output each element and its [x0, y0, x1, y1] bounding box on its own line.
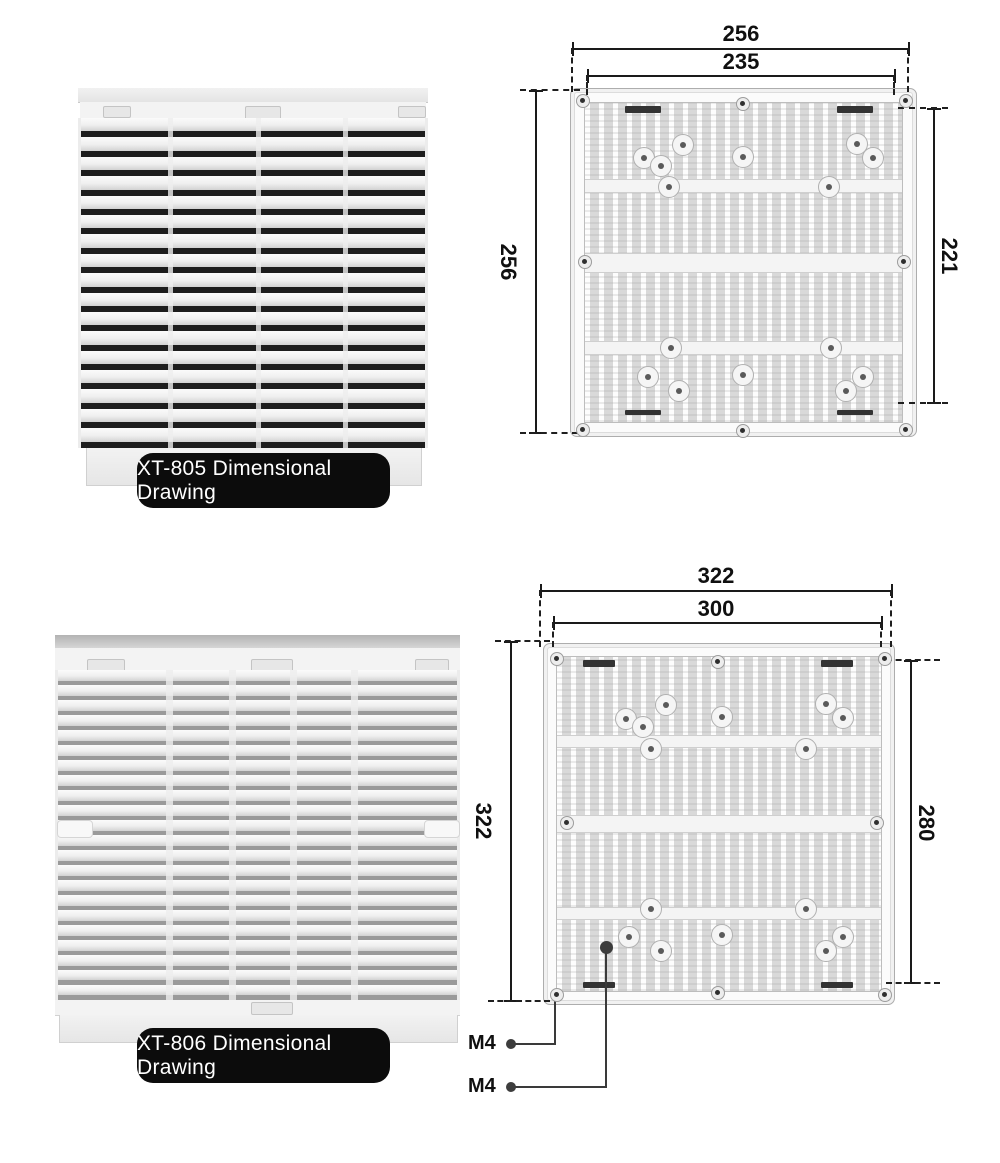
- screw-boss: [640, 738, 662, 760]
- louver-column-divider: [351, 670, 358, 1000]
- louver-row: [81, 428, 425, 447]
- dim-inner-height: 221: [937, 237, 962, 275]
- xt806-louver-grille: [55, 670, 460, 1000]
- louver-column-divider: [343, 118, 348, 448]
- corner-screw: [576, 423, 590, 437]
- m4-leader-line: [605, 952, 607, 1087]
- screw-boss: [650, 940, 672, 962]
- louver-column-divider: [256, 118, 261, 448]
- dimension-line: [933, 108, 935, 404]
- extension-line: [520, 89, 580, 91]
- screw-boss: [832, 926, 854, 948]
- extension-line: [571, 48, 573, 92]
- corner-screw: [550, 652, 564, 666]
- screw-boss: [650, 155, 672, 177]
- extension-line: [520, 432, 578, 434]
- louver-row: [81, 389, 425, 408]
- extension-line: [495, 640, 550, 642]
- edge-screw: [711, 986, 725, 1000]
- corner-screw: [878, 652, 892, 666]
- screw-boss: [732, 364, 754, 386]
- louver-row: [81, 234, 425, 253]
- extension-line: [907, 48, 909, 92]
- screw-boss: [732, 146, 754, 168]
- m4-leader-dot: [506, 1039, 516, 1049]
- screw-boss: [795, 738, 817, 760]
- louver-row: [81, 331, 425, 350]
- m4-label-upper: M4: [468, 1032, 496, 1054]
- louver-column-divider: [168, 118, 173, 448]
- screw-boss: [862, 147, 884, 169]
- louver-row: [81, 137, 425, 156]
- louver-row: [81, 273, 425, 292]
- extension-line: [898, 402, 948, 404]
- edge-screw: [736, 97, 750, 111]
- extension-line: [488, 1000, 550, 1002]
- louver-row: [58, 760, 457, 775]
- louver-row: [58, 910, 457, 925]
- corner-screw: [899, 423, 913, 437]
- edge-screw: [736, 424, 750, 438]
- grid-crossbar: [557, 907, 881, 920]
- louver-row: [58, 820, 457, 835]
- louver-row: [58, 925, 457, 940]
- xt805-louver-grille: [78, 118, 428, 448]
- screw-boss: [660, 337, 682, 359]
- edge-screw: [870, 816, 884, 830]
- edge-screw: [560, 816, 574, 830]
- louver-row: [81, 215, 425, 234]
- xt806-top-bar: [55, 635, 460, 648]
- louver-row: [81, 118, 425, 137]
- dimension-line: [553, 622, 883, 624]
- screw-boss: [640, 898, 662, 920]
- dim-outer-width: 322: [697, 563, 735, 588]
- clip-slot: [837, 410, 873, 415]
- dim-outer-height: 322: [471, 802, 496, 840]
- louver-row: [81, 196, 425, 215]
- extension-line: [893, 75, 895, 95]
- dimension-line: [587, 75, 896, 77]
- screw-boss: [818, 176, 840, 198]
- clip-notch: [398, 106, 426, 118]
- m4-leader-line: [512, 1043, 556, 1045]
- louver-row: [58, 985, 457, 1000]
- clip-slot: [837, 106, 873, 113]
- screw-boss: [618, 926, 640, 948]
- grid-crossbar: [585, 253, 902, 273]
- louver-row: [81, 157, 425, 176]
- screw-boss: [658, 176, 680, 198]
- grid-crossbar: [557, 815, 881, 833]
- louver-row: [58, 715, 457, 730]
- extension-line: [886, 982, 940, 984]
- m4-leader-dot: [506, 1082, 516, 1092]
- louver-row: [58, 865, 457, 880]
- screw-boss: [632, 716, 654, 738]
- screw-boss: [711, 924, 733, 946]
- extension-line: [886, 659, 940, 661]
- louver-row: [58, 895, 457, 910]
- xt805-front-photo: [78, 88, 428, 455]
- louver-row: [58, 775, 457, 790]
- clip-slot: [583, 982, 615, 988]
- louver-column-divider: [166, 670, 173, 1000]
- screw-boss: [668, 380, 690, 402]
- grid-crossbar: [557, 735, 881, 748]
- louver-row: [58, 955, 457, 970]
- louver-row: [58, 745, 457, 760]
- corner-screw: [550, 988, 564, 1002]
- extension-line: [539, 590, 541, 647]
- dim-outer-height: 256: [496, 243, 521, 281]
- louver-row: [58, 670, 457, 685]
- xt806-front-photo: [55, 635, 460, 1042]
- louver-row: [58, 850, 457, 865]
- clip-slot: [625, 410, 661, 415]
- edge-screw: [897, 255, 911, 269]
- xt805-rear-drawing: [470, 15, 990, 465]
- louver-row: [58, 880, 457, 895]
- extension-line: [552, 622, 554, 647]
- grid-crossbar: [585, 341, 902, 355]
- louver-row: [81, 312, 425, 331]
- m4-leader-line: [512, 1086, 607, 1088]
- louver-row: [81, 254, 425, 273]
- louver-row: [58, 790, 457, 805]
- louver-column-divider: [290, 670, 297, 1000]
- louver-row: [58, 835, 457, 850]
- dimension-line: [535, 90, 537, 434]
- edge-screw: [711, 655, 725, 669]
- m4-label-lower: M4: [468, 1075, 496, 1097]
- xt805-label: XT-805 Dimensional Drawing: [137, 453, 390, 508]
- extension-line: [890, 590, 892, 647]
- side-clip-tab: [57, 820, 93, 838]
- clip-notch: [103, 106, 131, 118]
- screw-boss: [711, 706, 733, 728]
- louver-row: [81, 409, 425, 428]
- screw-boss: [832, 707, 854, 729]
- clip-notch: [251, 1002, 293, 1015]
- louver-row: [58, 940, 457, 955]
- dimension-line: [540, 590, 893, 592]
- xt806-rear-drawing: [440, 560, 1000, 1163]
- xt806-label: XT-806 Dimensional Drawing: [137, 1028, 390, 1083]
- louver-row: [81, 176, 425, 195]
- clip-slot: [583, 660, 615, 667]
- screw-boss: [637, 366, 659, 388]
- louver-row: [81, 293, 425, 312]
- grid-crossbar: [585, 179, 902, 193]
- m4-leader-line: [554, 998, 556, 1044]
- extension-line: [586, 75, 588, 95]
- dim-inner-height: 280: [914, 804, 939, 842]
- screw-boss: [672, 134, 694, 156]
- edge-screw: [578, 255, 592, 269]
- dim-outer-width: 256: [722, 21, 760, 46]
- louver-row: [81, 370, 425, 389]
- corner-screw: [899, 94, 913, 108]
- clip-slot: [821, 660, 853, 667]
- clip-slot: [821, 982, 853, 988]
- dimension-line: [910, 660, 912, 984]
- dim-inner-width: 235: [722, 49, 760, 74]
- extension-line: [880, 622, 882, 647]
- louver-row: [58, 700, 457, 715]
- corner-screw: [878, 988, 892, 1002]
- louver-row: [58, 730, 457, 745]
- louver-column-divider: [229, 670, 236, 1000]
- louver-row: [58, 685, 457, 700]
- corner-screw: [576, 94, 590, 108]
- screw-boss: [655, 694, 677, 716]
- xt805-top-cap: [78, 88, 428, 103]
- dimension-line: [510, 641, 512, 1002]
- screw-boss: [795, 898, 817, 920]
- louver-row: [81, 351, 425, 370]
- screw-boss: [852, 366, 874, 388]
- screw-boss: [820, 337, 842, 359]
- clip-slot: [625, 106, 661, 113]
- louver-row: [58, 805, 457, 820]
- louver-row: [58, 970, 457, 985]
- dim-inner-width: 300: [697, 596, 735, 621]
